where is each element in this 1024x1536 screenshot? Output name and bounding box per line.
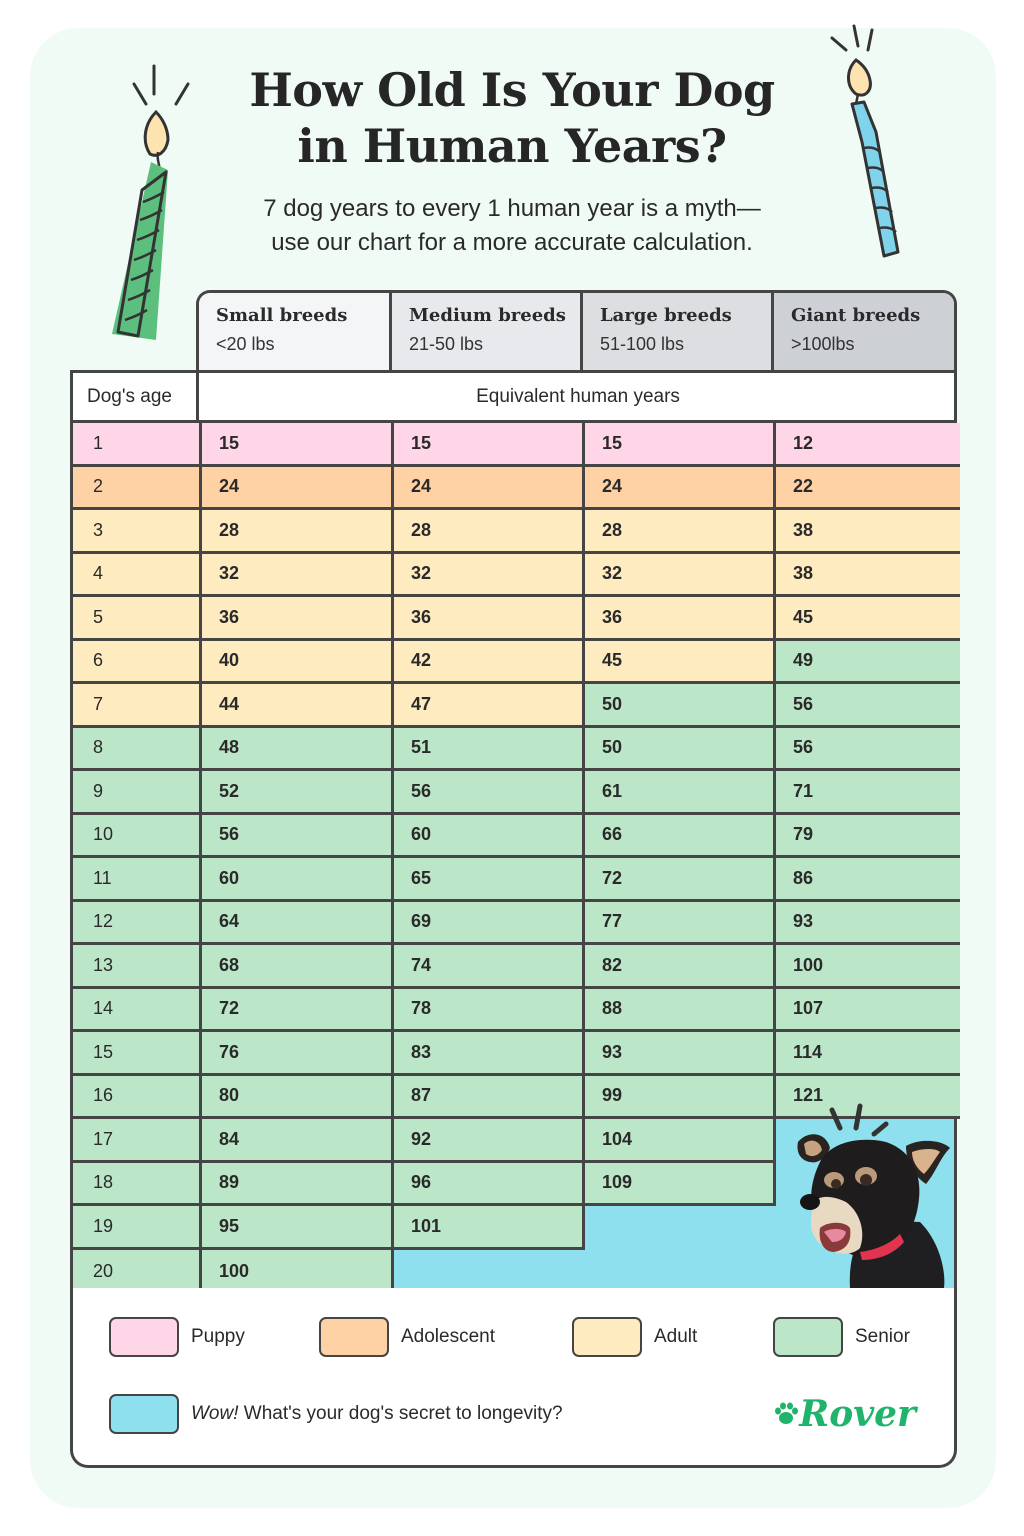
human-years-cell: 24 [394, 467, 585, 511]
human-years-cell: 89 [202, 1163, 394, 1207]
legend-item-adolescent [319, 1317, 495, 1357]
legend-item-longevity [109, 1394, 563, 1434]
human-years-cell: 28 [202, 510, 394, 554]
human-years-cell: 72 [202, 989, 394, 1033]
human-years-cell: 84 [202, 1119, 394, 1163]
human-years-cell: 28 [585, 510, 776, 554]
breed-name: Large breeds [600, 305, 732, 326]
subtitle [200, 192, 824, 260]
wow-emphasis: Wow! [191, 1403, 239, 1424]
legend-item-puppy [109, 1317, 245, 1357]
human-years-cell: 61 [585, 771, 776, 815]
legend-label: Puppy [191, 1326, 245, 1347]
human-years-cell: 96 [394, 1163, 585, 1207]
dog-age-cell: 18 [73, 1163, 202, 1207]
human-years-cell: 45 [776, 597, 960, 641]
legend-item-adult [572, 1317, 697, 1357]
human-years-cell: 60 [394, 815, 585, 859]
human-years-cell: 80 [202, 1076, 394, 1120]
human-years-cell: 56 [394, 771, 585, 815]
dog-age-cell: 13 [73, 945, 202, 989]
human-years-cell: 22 [776, 467, 960, 511]
legend [70, 1288, 957, 1468]
dog-age-cell: 5 [73, 597, 202, 641]
blue-candle-icon [818, 24, 918, 264]
human-years-cell: 88 [585, 989, 776, 1033]
breed-header-row [196, 290, 957, 372]
subheader-row [73, 373, 954, 423]
human-years-cell: 101 [394, 1206, 585, 1250]
breed-name: Giant breeds [791, 305, 921, 326]
human-years-cell: 99 [585, 1076, 776, 1120]
adolescent-swatch [319, 1317, 389, 1357]
human-years-cell: 87 [394, 1076, 585, 1120]
breed-header-giant [774, 293, 954, 372]
breed-header-medium [392, 293, 583, 372]
dog-age-cell: 17 [73, 1119, 202, 1163]
human-years-cell: 48 [202, 728, 394, 772]
human-years-cell: 47 [394, 684, 585, 728]
breed-weight-range: 21-50 lbs [409, 334, 484, 354]
human-years-cell: 74 [394, 945, 585, 989]
dog-age-cell: 12 [73, 902, 202, 946]
human-years-cell: 52 [202, 771, 394, 815]
longevity-swatch [109, 1394, 179, 1434]
human-years-cell: 15 [202, 423, 394, 467]
human-years-cell: 36 [585, 597, 776, 641]
human-years-cell: 32 [394, 554, 585, 598]
human-years-cell: 104 [585, 1119, 776, 1163]
human-years-cell: 72 [585, 858, 776, 902]
human-years-cell: 24 [202, 467, 394, 511]
longevity-text: What's your dog's secret to longevity? [238, 1403, 563, 1424]
legend-label: Adolescent [401, 1326, 496, 1347]
human-years-cell: 100 [202, 1250, 394, 1294]
human-years-cell: 86 [776, 858, 960, 902]
breed-weight-range: >100lbs [791, 334, 855, 354]
longevity-label [191, 1403, 563, 1425]
breed-header-small [199, 293, 392, 372]
human-years-cell: 50 [585, 684, 776, 728]
legend-label: Adult [654, 1326, 698, 1347]
human-years-cell: 92 [394, 1119, 585, 1163]
human-years-cell: 77 [585, 902, 776, 946]
human-years-cell: 36 [394, 597, 585, 641]
human-years-cell: 40 [202, 641, 394, 685]
dog-age-cell: 15 [73, 1032, 202, 1076]
human-years-cell: 82 [585, 945, 776, 989]
senior-swatch [773, 1317, 843, 1357]
human-years-cell: 32 [202, 554, 394, 598]
dog-age-cell: 7 [73, 684, 202, 728]
subtitle-line-1: 7 dog years to every 1 human year is a myth— [263, 195, 761, 222]
human-years-cell: 60 [202, 858, 394, 902]
puppy-swatch [109, 1317, 179, 1357]
rover-logo [773, 1393, 916, 1435]
human-years-cell: 28 [394, 510, 585, 554]
human-years-cell: 45 [585, 641, 776, 685]
human-years-cell: 93 [585, 1032, 776, 1076]
human-years-cell: 68 [202, 945, 394, 989]
human-years-cell: 38 [776, 554, 960, 598]
human-years-cell: 69 [394, 902, 585, 946]
human-years-cell: 15 [394, 423, 585, 467]
dog-age-cell: 6 [73, 641, 202, 685]
page-title [200, 62, 824, 174]
green-candle-icon [96, 62, 206, 347]
human-years-cell: 76 [202, 1032, 394, 1076]
human-years-cell: 36 [202, 597, 394, 641]
human-years-cell: 56 [202, 815, 394, 859]
adult-swatch [572, 1317, 642, 1357]
human-years-cell: 12 [776, 423, 960, 467]
dog-age-cell: 14 [73, 989, 202, 1033]
paw-icon [773, 1402, 799, 1426]
dog-age-cell: 1 [73, 423, 202, 467]
human-years-cell: 32 [585, 554, 776, 598]
human-years-cell: 24 [585, 467, 776, 511]
dog-age-cell: 20 [73, 1250, 202, 1294]
human-years-cell: 83 [394, 1032, 585, 1076]
human-years-cell: 50 [585, 728, 776, 772]
human-years-cell: 78 [394, 989, 585, 1033]
dog-age-cell: 9 [73, 771, 202, 815]
human-years-cell: 49 [776, 641, 960, 685]
breed-name: Medium breeds [409, 305, 566, 326]
human-years-cell: 93 [776, 902, 960, 946]
dog-age-cell: 8 [73, 728, 202, 772]
human-years-cell: 121 [776, 1076, 960, 1120]
breed-header-large [583, 293, 774, 372]
surprised-dog-image [790, 1102, 950, 1288]
human-years-cell: 65 [394, 858, 585, 902]
human-years-cell: 51 [394, 728, 585, 772]
human-years-cell: 107 [776, 989, 960, 1033]
dog-age-cell: 4 [73, 554, 202, 598]
human-years-cell: 42 [394, 641, 585, 685]
human-years-cell: 15 [585, 423, 776, 467]
human-years-cell: 44 [202, 684, 394, 728]
human-years-cell: 56 [776, 684, 960, 728]
human-years-cell: 79 [776, 815, 960, 859]
human-years-cell: 114 [776, 1032, 960, 1076]
legend-item-senior [773, 1317, 910, 1357]
legend-label: Senior [855, 1326, 910, 1347]
breed-weight-range: 51-100 lbs [600, 334, 685, 354]
human-years-cell: 38 [776, 510, 960, 554]
breed-name: Small breeds [216, 305, 348, 326]
equivalent-human-years-header: Equivalent human years [476, 386, 680, 407]
human-years-cell: 64 [202, 902, 394, 946]
dog-age-cell: 3 [73, 510, 202, 554]
dog-age-cell: 19 [73, 1206, 202, 1250]
human-years-cell: 56 [776, 728, 960, 772]
human-years-cell: 66 [585, 815, 776, 859]
dog-age-cell: 10 [73, 815, 202, 859]
dog-age-cell: 11 [73, 858, 202, 902]
subtitle-line-2: use our chart for a more accurate calculation. [271, 229, 753, 256]
dog-age-cell: 16 [73, 1076, 202, 1120]
breed-weight-range: <20 lbs [216, 334, 275, 354]
rover-wordmark: Rover [799, 1393, 916, 1435]
dog-age-cell: 2 [73, 467, 202, 511]
human-years-cell: 71 [776, 771, 960, 815]
human-years-cell: 109 [585, 1163, 776, 1207]
title-line-2: in Human Years? [297, 119, 727, 173]
title-line-1: How Old Is Your Dog [249, 63, 775, 117]
dogs-age-header: Dog's age [73, 373, 199, 420]
human-years-cell: 95 [202, 1206, 394, 1250]
human-years-cell: 100 [776, 945, 960, 989]
